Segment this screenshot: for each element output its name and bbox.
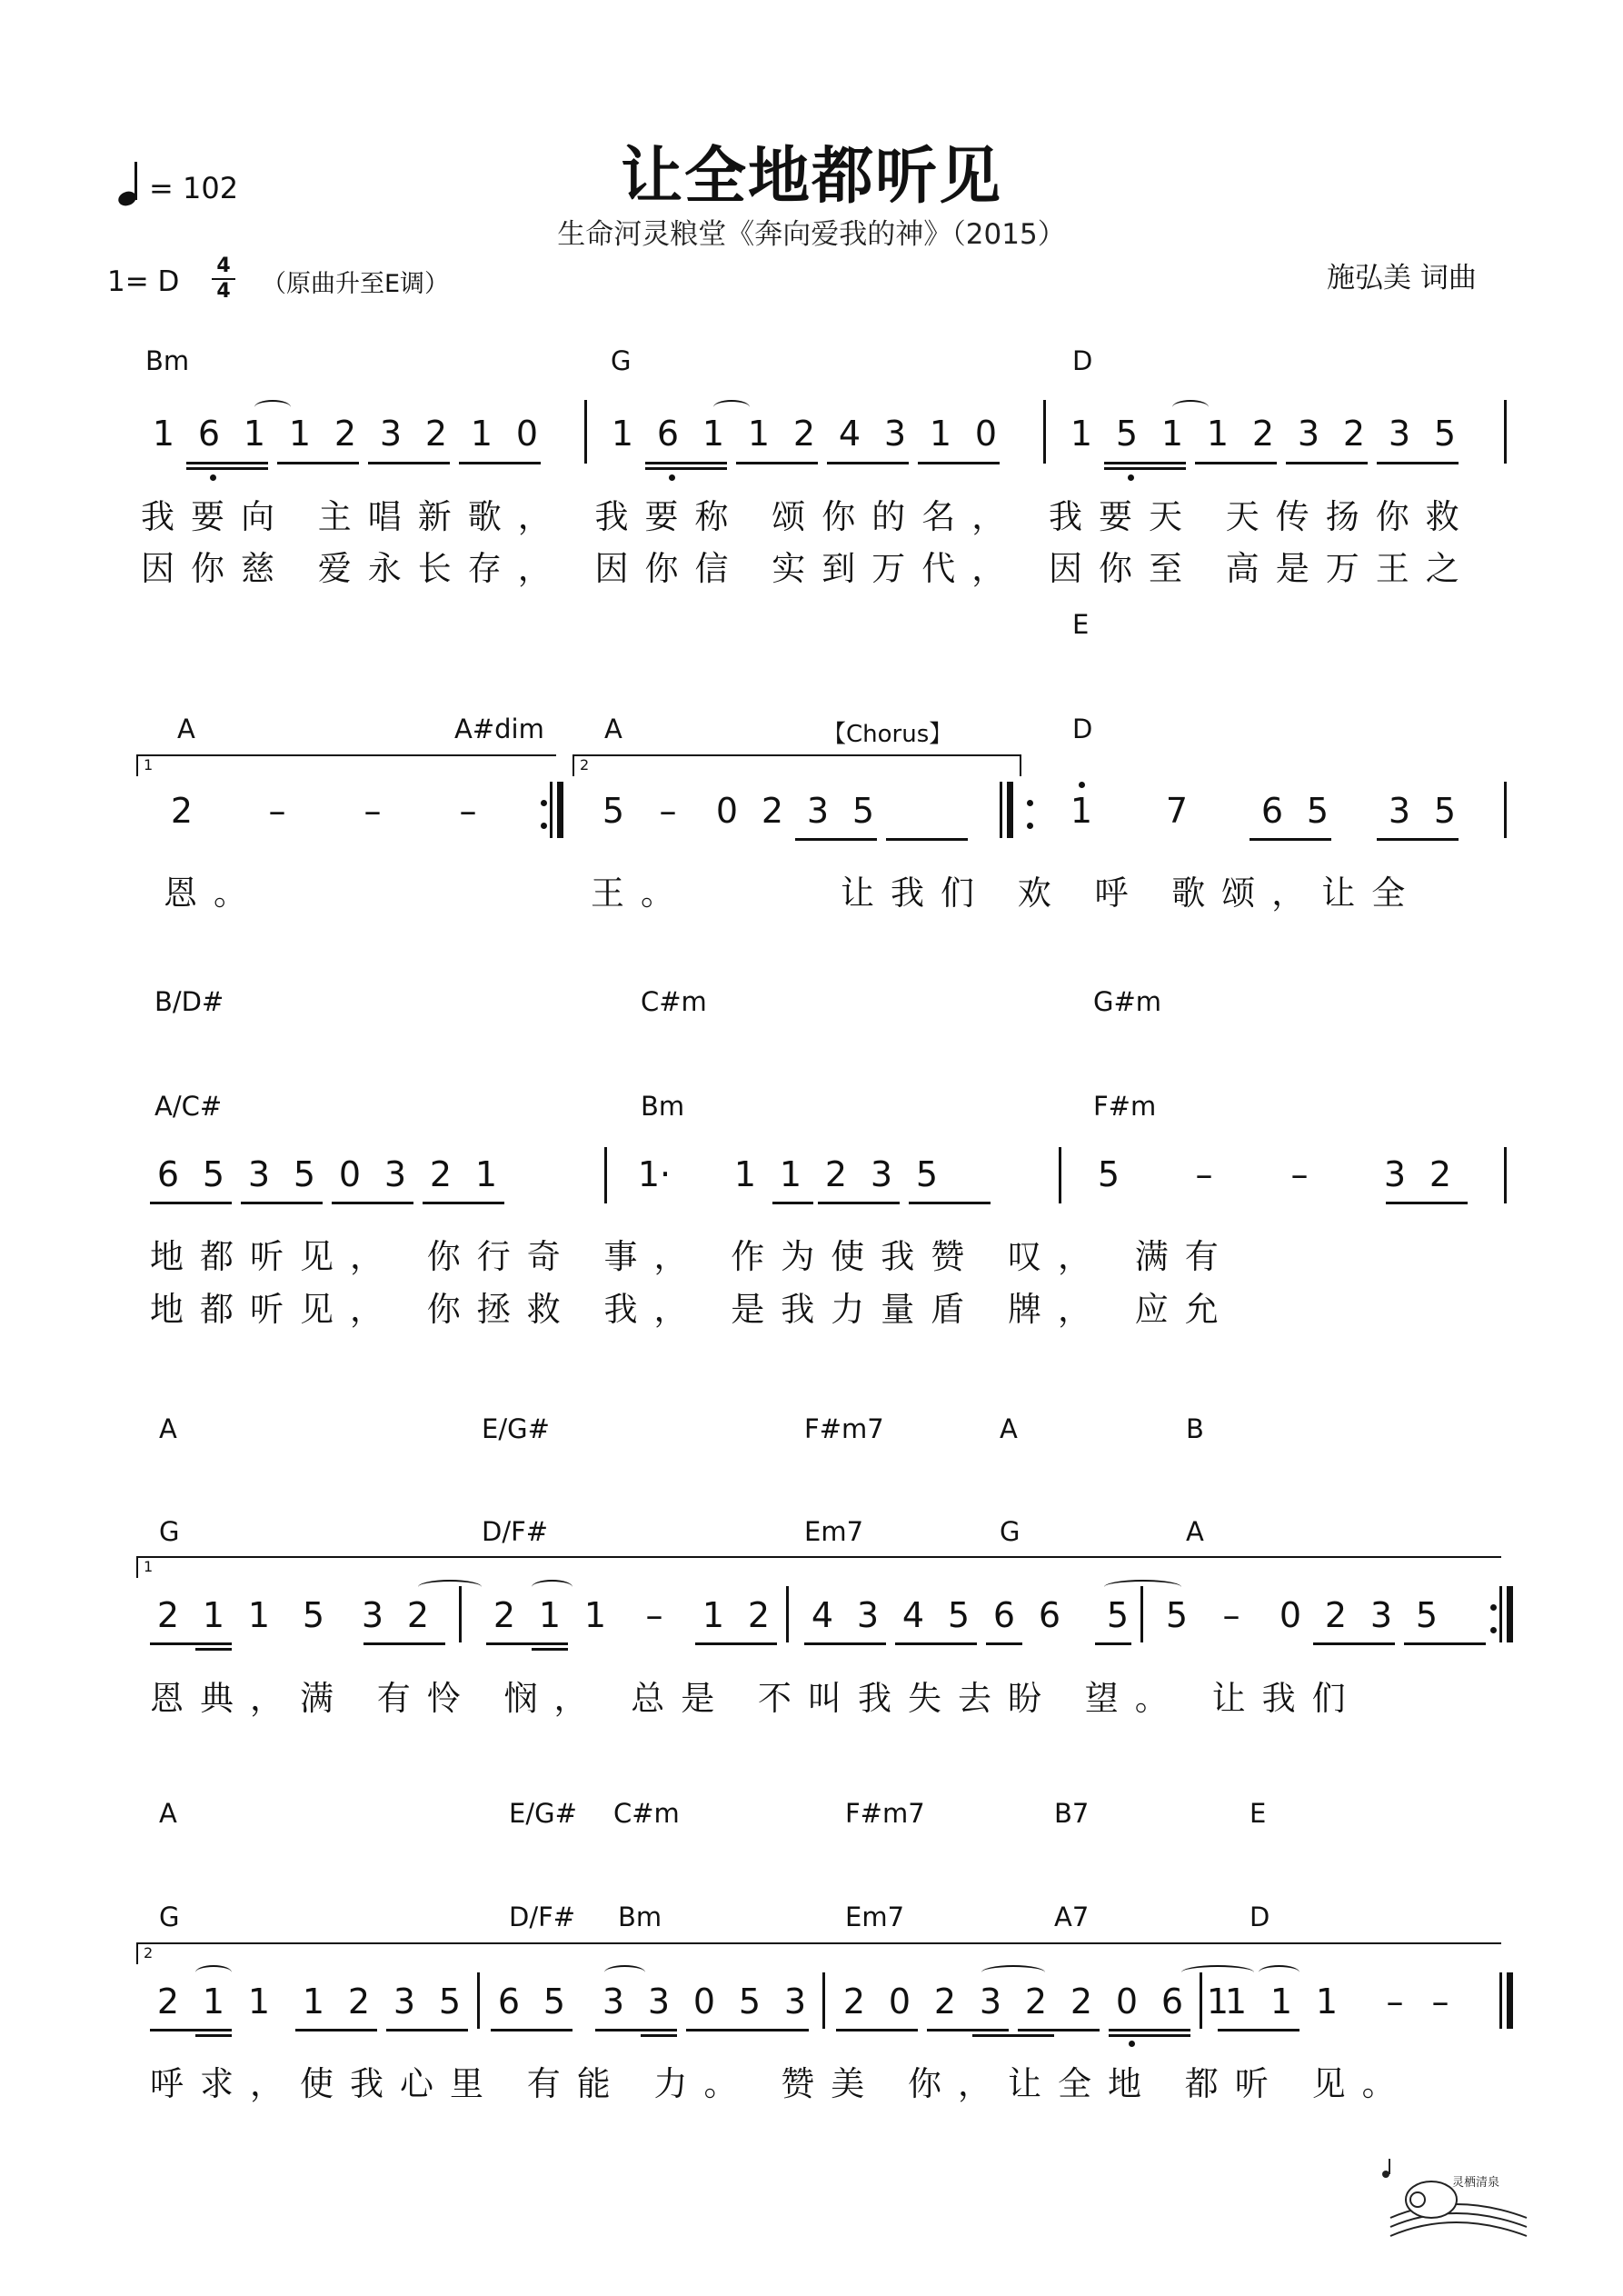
repeat-barline (557, 782, 563, 838)
tempo-value: = 102 (149, 171, 239, 205)
time-top: 4 (216, 255, 231, 277)
lyrics: 王。 (591, 873, 691, 913)
tie-mark (1181, 1965, 1254, 1980)
chord-label-alt: A (1000, 1413, 1018, 1444)
chord-label-alt: B7 (1054, 1798, 1090, 1829)
beat-underline (909, 1202, 991, 1204)
beat-underline (368, 462, 450, 464)
barline (459, 1586, 462, 1642)
measure-notes: 5 – 0 2 3 5 (1165, 1595, 1439, 1635)
beat-underline (818, 1202, 900, 1204)
chord-label-alt: F#m7 (804, 1413, 884, 1444)
chord-label: F#m (1093, 1091, 1157, 1122)
first-ending-bracket (136, 1556, 1501, 1578)
beat-underline (295, 2029, 377, 2031)
tie-mark (1172, 400, 1209, 414)
beat-underline (491, 2029, 573, 2031)
lyrics: 呼求，使我心里 有能 力。 赞美 你，让全地 都听 见。 (150, 2064, 1412, 2103)
chord-label: Em7 (804, 1516, 864, 1547)
chord-label-alt: E/G# (482, 1413, 550, 1444)
chord-label: D (1072, 345, 1093, 376)
beat-underline (1104, 462, 1186, 464)
beat-underline (1109, 2029, 1190, 2031)
barline (822, 1972, 825, 2029)
measure-notes: 1 5 1 1 2 3 2 3 5 (1070, 414, 1457, 454)
measure-notes: 4 3 4 5 6 6 5 (811, 1595, 1130, 1635)
tie-mark (1259, 1965, 1299, 1980)
chord-label-alt: C#m (641, 986, 707, 1017)
tie-mark (981, 1965, 1045, 1980)
barline (584, 400, 587, 464)
beat-underline (1386, 1202, 1468, 1204)
chord-label-alt: E (1250, 1798, 1267, 1829)
tie-mark (195, 1965, 232, 1980)
beat-underline (1218, 2029, 1299, 2031)
tempo-marking (118, 162, 238, 205)
tie-mark (713, 400, 750, 414)
measure-notes: 2 0 2 3 2 2 0 6 1 (842, 1982, 1230, 2021)
measure-notes: 1 7 6 5 3 5 (1070, 791, 1457, 831)
key-signature: 1= D (107, 265, 180, 298)
chord-label-alt: F#m7 (845, 1798, 925, 1829)
measure-notes: 1 6 1 1 2 4 3 1 0 (611, 414, 998, 454)
beat-underline (595, 2029, 677, 2031)
octave-dot (669, 474, 675, 481)
beat-underline (1313, 1642, 1395, 1645)
beat-underline (150, 2029, 232, 2031)
chord-label-alt: B/D# (154, 986, 224, 1017)
chord-label: A (604, 714, 622, 744)
barline (1059, 1147, 1061, 1203)
chord-label: A (177, 714, 195, 744)
beat-underline (736, 462, 818, 464)
sheep-logo-icon (1381, 2154, 1536, 2245)
repeat-barline (1507, 1586, 1513, 1642)
octave-dot (1129, 2041, 1135, 2047)
beat-underline (986, 1642, 1022, 1645)
barline (1499, 1586, 1502, 1642)
tie-mark (254, 400, 291, 414)
measure-notes: 6 5 3 3 0 5 3 (497, 1982, 807, 2021)
lyrics: 恩。 (164, 873, 264, 913)
repeat-dot (1027, 823, 1033, 829)
chord-label: D/F# (482, 1516, 549, 1547)
tie-mark (532, 1580, 573, 1594)
lyrics-verse2: 地都听见， 你拯救 我， 是我力量盾 牌， 应允 (150, 1290, 1235, 1329)
chord-label: G (611, 345, 632, 376)
logo-text: 灵栖清泉 (1452, 2176, 1500, 2190)
chord-label: Bm (145, 345, 190, 376)
measure-notes: 2 1 1 1 2 3 5 (156, 1982, 462, 2021)
second-ending-bracket (573, 754, 1021, 776)
chord-label: Em7 (845, 1902, 905, 1932)
measure-notes: 5 – – 3 2 (1097, 1154, 1452, 1194)
beat-underline (686, 2029, 809, 2031)
song-title: 让全地都听见 (620, 141, 1002, 213)
beat-underline (332, 1202, 413, 1204)
measure-notes: 1 6 1 1 2 3 2 1 0 (152, 414, 539, 454)
chord-label: A (1186, 1516, 1204, 1547)
chord-label: A7 (1054, 1902, 1090, 1932)
octave-dot (1128, 474, 1134, 481)
measure-notes: 2 – – – (170, 791, 477, 831)
chord-label: D (1250, 1902, 1270, 1932)
beat-underline (1286, 462, 1368, 464)
beat-underline (972, 2034, 1054, 2037)
beat-underline (1018, 2029, 1100, 2031)
beat-underline (532, 1648, 568, 1651)
beat-underline (645, 467, 727, 470)
chord-label: D (1072, 714, 1093, 744)
barline (1504, 782, 1507, 838)
quarter-note-icon (118, 162, 142, 205)
beat-underline (695, 1642, 777, 1645)
measure-notes: 1· 1 1 2 3 5 (637, 1154, 939, 1194)
measure-notes: 6 5 3 5 0 3 2 1 (156, 1154, 498, 1194)
chord-label: Bm (641, 1091, 685, 1122)
time-signature (212, 255, 235, 304)
chord-label: G (159, 1902, 180, 1932)
beat-underline (645, 462, 727, 464)
lyrics: 让我们 欢 呼 歌颂，让全 (841, 873, 1422, 913)
beat-underline (186, 462, 268, 464)
beat-underline (459, 462, 541, 464)
second-ending-bracket (136, 1942, 1501, 1964)
repeat-dot (1490, 1604, 1497, 1611)
barline (604, 1147, 607, 1203)
chord-label-alt: A (159, 1798, 177, 1829)
beat-underline (386, 2029, 468, 2031)
barline (477, 1972, 480, 2029)
beat-underline (895, 1642, 977, 1645)
tie-mark (604, 1965, 645, 1980)
volta-number: 2 (580, 756, 590, 774)
beat-underline (1095, 1642, 1131, 1645)
repeat-dot (541, 823, 547, 829)
barline (1504, 400, 1507, 464)
beat-underline (195, 1648, 232, 1651)
composer-credit: 施弘美 词曲 (1327, 262, 1477, 294)
beat-underline (486, 1642, 568, 1645)
measure-notes: 5 – 0 2 3 5 (602, 791, 875, 831)
repeat-dot (1490, 1627, 1497, 1633)
beat-underline (772, 1202, 813, 1204)
beat-underline (423, 1202, 504, 1204)
beat-underline (363, 1642, 445, 1645)
octave-dot (1079, 782, 1085, 788)
chord-label: G (1000, 1516, 1021, 1547)
chord-label-alt: B (1186, 1413, 1204, 1444)
chord-label-alt: E/G# (509, 1798, 577, 1829)
volta-number: 1 (144, 756, 154, 774)
beat-underline (1377, 838, 1459, 841)
repeat-barline (1007, 782, 1013, 838)
beat-underline (1404, 1642, 1486, 1645)
time-bottom: 4 (212, 278, 235, 304)
tie-mark (418, 1580, 482, 1594)
barline (1504, 1147, 1507, 1203)
chord-label: G (159, 1516, 180, 1547)
octave-dot (210, 474, 216, 481)
beat-underline (1104, 467, 1186, 470)
chord-label-alt: C#m (613, 1798, 680, 1829)
beat-underline (927, 2029, 1009, 2031)
album-subtitle: 生命河灵粮堂《奔向爱我的神》（2015） (557, 218, 1066, 251)
volta-number: 2 (144, 1944, 154, 1962)
beat-underline (795, 838, 877, 841)
lyrics: 恩典，满 有怜 悯， 总是 不叫我失去盼 望。 让我们 (150, 1679, 1362, 1718)
barline (1499, 1972, 1502, 2029)
beat-underline (836, 2029, 918, 2031)
beat-underline (827, 462, 909, 464)
chord-label-alt: A (159, 1413, 177, 1444)
barline (786, 1586, 789, 1642)
lyrics-verse1: 我要向 主唱新歌， 我要称 颂你的名， 我要天 天传扬你救 (141, 497, 1476, 536)
beat-underline (241, 1202, 323, 1204)
barline (1043, 400, 1046, 464)
chord-label-alt: E (1072, 609, 1090, 640)
first-ending-bracket (136, 754, 556, 776)
repeat-dot (1027, 800, 1033, 806)
barline (1200, 1972, 1202, 2029)
beat-underline (804, 1642, 886, 1645)
chord-label-alt: G#m (1093, 986, 1162, 1017)
beat-underline (1250, 838, 1331, 841)
beat-underline (641, 2034, 677, 2037)
chord-label: D/F# (509, 1902, 576, 1932)
beat-underline (918, 462, 1000, 464)
measure-notes: 1 1 1 – – (1224, 1982, 1449, 2021)
key-note: （原曲升至E调） (262, 270, 450, 298)
repeat-dot (541, 800, 547, 806)
chord-label: Bm (618, 1902, 662, 1932)
beat-underline (886, 838, 968, 841)
beat-underline (1377, 462, 1459, 464)
final-barline (1507, 1972, 1513, 2029)
beat-underline (277, 462, 359, 464)
volta-number: 1 (144, 1558, 154, 1575)
chorus-label: 【Chorus】 (822, 721, 953, 748)
chord-label: A/C# (154, 1091, 223, 1122)
lyrics-verse1: 地都听见， 你行奇 事， 作为使我赞 叹， 满有 (150, 1237, 1235, 1276)
barline (550, 782, 553, 838)
measure-notes: 2 1 1 – 1 2 (493, 1595, 771, 1635)
chord-label: A#dim (454, 714, 544, 744)
beat-underline (195, 2034, 232, 2037)
lyrics-verse2: 因你慈 爱永长存， 因你信 实到万代， 因你至 高是万王之 (141, 549, 1476, 588)
barline (1140, 1586, 1143, 1642)
measure-notes: 2 1 1 5 3 2 (156, 1595, 430, 1635)
beat-underline (150, 1202, 232, 1204)
barline (1000, 782, 1002, 838)
beat-underline (150, 1642, 232, 1645)
beat-underline (1195, 462, 1277, 464)
beat-underline (1109, 2034, 1190, 2037)
beat-underline (186, 467, 268, 470)
